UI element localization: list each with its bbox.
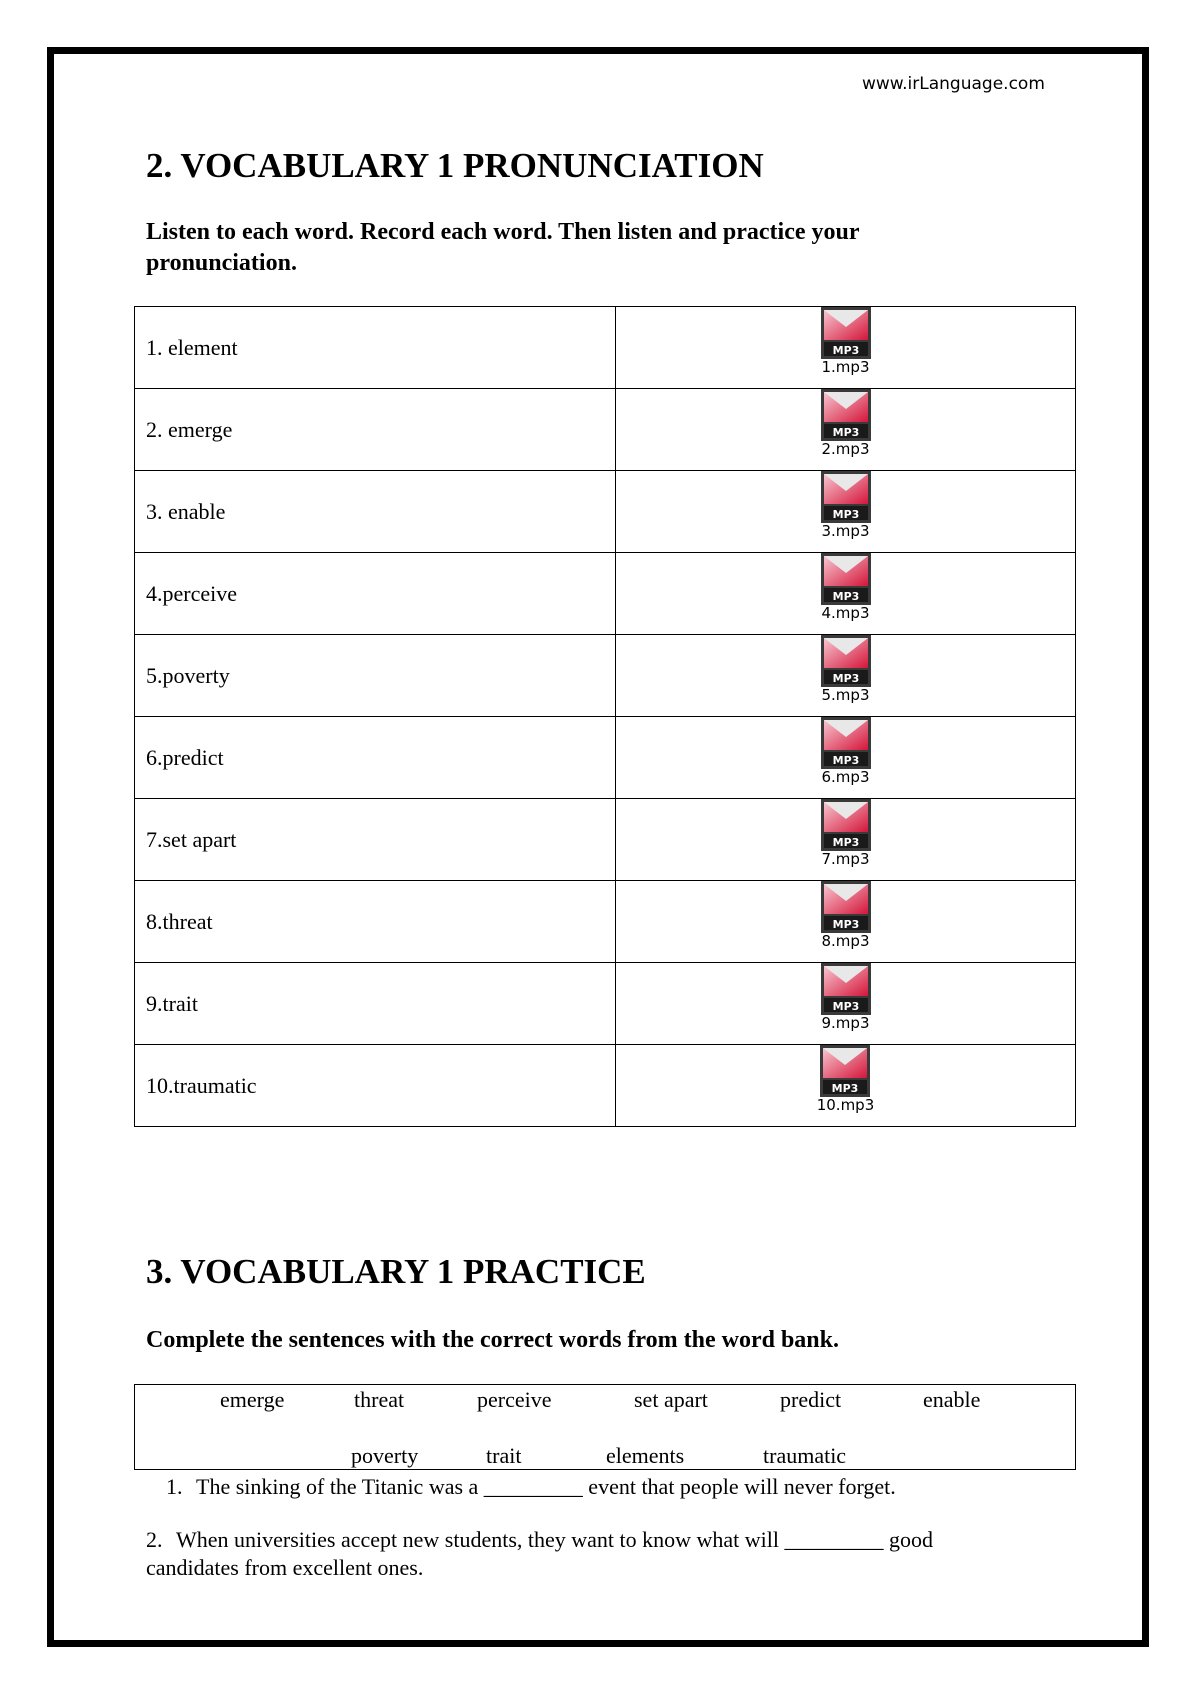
file-name: 7.mp3 xyxy=(821,850,870,868)
word-bank-item: enable xyxy=(923,1387,981,1412)
vocabulary-word: 4.perceive xyxy=(135,553,616,635)
audio-cell xyxy=(616,389,1076,471)
audio-cell xyxy=(616,799,1076,881)
vocabulary-word: 1. element xyxy=(135,307,616,389)
mp3-file-icon xyxy=(821,471,871,523)
audio-file-link[interactable] xyxy=(821,307,871,376)
pronunciation-row xyxy=(135,307,1076,389)
vocabulary-word: 5.poverty xyxy=(135,635,616,717)
word-bank-item: traumatic xyxy=(763,1443,847,1468)
sentence-2 xyxy=(146,1526,933,1582)
audio-cell xyxy=(616,307,1076,389)
sentence-text: When universities accept new students, they want to know what will _________ good xyxy=(176,1527,934,1552)
file-name: 5.mp3 xyxy=(821,686,870,704)
mp3-file-icon xyxy=(821,389,871,441)
svg-text:MP3: MP3 xyxy=(832,754,859,767)
svg-text:MP3: MP3 xyxy=(832,1082,859,1095)
audio-cell xyxy=(616,1045,1076,1127)
word-bank-item: elements xyxy=(606,1443,685,1468)
audio-file-link[interactable] xyxy=(821,799,871,868)
pronunciation-row xyxy=(135,799,1076,881)
mp3-file-icon xyxy=(821,635,871,687)
mp3-file-icon xyxy=(821,799,871,851)
audio-cell xyxy=(616,963,1076,1045)
vocabulary-word: 10.traumatic xyxy=(135,1045,616,1127)
audio-file-link[interactable] xyxy=(821,963,871,1032)
svg-text:MP3: MP3 xyxy=(832,344,859,357)
pronunciation-row xyxy=(135,963,1076,1045)
audio-file-link[interactable] xyxy=(821,635,871,704)
vocabulary-word: 2. emerge xyxy=(135,389,616,471)
word-bank-item: set apart xyxy=(634,1387,708,1412)
vocabulary-word: 3. enable xyxy=(135,471,616,553)
file-name: 6.mp3 xyxy=(821,768,870,786)
mp3-file-icon xyxy=(821,963,871,1015)
pronunciation-row xyxy=(135,635,1076,717)
pronunciation-row xyxy=(135,717,1076,799)
audio-cell xyxy=(616,717,1076,799)
audio-file-link[interactable] xyxy=(821,717,871,786)
vocabulary-word: 8.threat xyxy=(135,881,616,963)
svg-text:MP3: MP3 xyxy=(832,836,859,849)
file-name: 9.mp3 xyxy=(821,1014,870,1032)
pronunciation-row xyxy=(135,389,1076,471)
vocabulary-word: 9.trait xyxy=(135,963,616,1045)
mp3-file-icon xyxy=(821,553,871,605)
word-bank-item: trait xyxy=(486,1443,522,1468)
sentence-text-continued: candidates from excellent ones. xyxy=(146,1555,424,1580)
sentence-number: 2. xyxy=(146,1527,163,1552)
pronunciation-instructions: Listen to each word. Record each word. Then listen and practice your pronunciation. xyxy=(146,219,860,276)
svg-text:MP3: MP3 xyxy=(832,508,859,521)
audio-cell xyxy=(616,553,1076,635)
word-bank-item: poverty xyxy=(351,1443,419,1468)
audio-file-link[interactable] xyxy=(821,553,871,622)
svg-text:MP3: MP3 xyxy=(832,918,859,931)
word-bank-item: predict xyxy=(780,1387,842,1412)
file-name: 10.mp3 xyxy=(816,1096,875,1114)
pronunciation-table xyxy=(134,306,1076,1127)
pronunciation-row xyxy=(135,471,1076,553)
svg-text:MP3: MP3 xyxy=(832,1000,859,1013)
word-bank-item: perceive xyxy=(477,1387,552,1412)
sentence-number: 1. xyxy=(166,1474,183,1499)
site-url[interactable]: www.irLanguage.com xyxy=(862,74,1045,94)
practice-instructions: Complete the sentences with the correct words from the word bank. xyxy=(146,1327,839,1353)
mp3-file-icon xyxy=(821,307,871,359)
audio-file-link[interactable] xyxy=(821,389,871,458)
audio-file-link[interactable] xyxy=(821,881,871,950)
svg-text:MP3: MP3 xyxy=(832,426,859,439)
word-bank xyxy=(134,1384,1076,1470)
file-name: 4.mp3 xyxy=(821,604,870,622)
word-bank-item: emerge xyxy=(220,1387,285,1412)
file-name: 2.mp3 xyxy=(821,440,870,458)
vocabulary-word: 6.predict xyxy=(135,717,616,799)
svg-text:MP3: MP3 xyxy=(832,672,859,685)
audio-cell xyxy=(616,635,1076,717)
audio-cell xyxy=(616,881,1076,963)
pronunciation-row xyxy=(135,1045,1076,1127)
pronunciation-row xyxy=(135,881,1076,963)
audio-file-link[interactable] xyxy=(821,471,871,540)
sentence-1 xyxy=(166,1473,896,1501)
file-name: 8.mp3 xyxy=(821,932,870,950)
file-name: 1.mp3 xyxy=(821,358,870,376)
svg-text:MP3: MP3 xyxy=(832,590,859,603)
sentence-text: The sinking of the Titanic was a _________ event that people will never forget. xyxy=(196,1474,896,1499)
mp3-file-icon xyxy=(821,717,871,769)
mp3-file-icon xyxy=(821,881,871,933)
section-title-pronunciation: 2. VOCABULARY 1 PRONUNCIATION xyxy=(146,146,764,185)
file-name: 3.mp3 xyxy=(821,522,870,540)
section-title-practice: 3. VOCABULARY 1 PRACTICE xyxy=(146,1252,646,1291)
mp3-file-icon xyxy=(820,1045,870,1097)
audio-file-link[interactable] xyxy=(817,1045,875,1114)
vocabulary-word: 7.set apart xyxy=(135,799,616,881)
pronunciation-row xyxy=(135,553,1076,635)
audio-cell xyxy=(616,471,1076,553)
word-bank-item: threat xyxy=(354,1387,405,1412)
